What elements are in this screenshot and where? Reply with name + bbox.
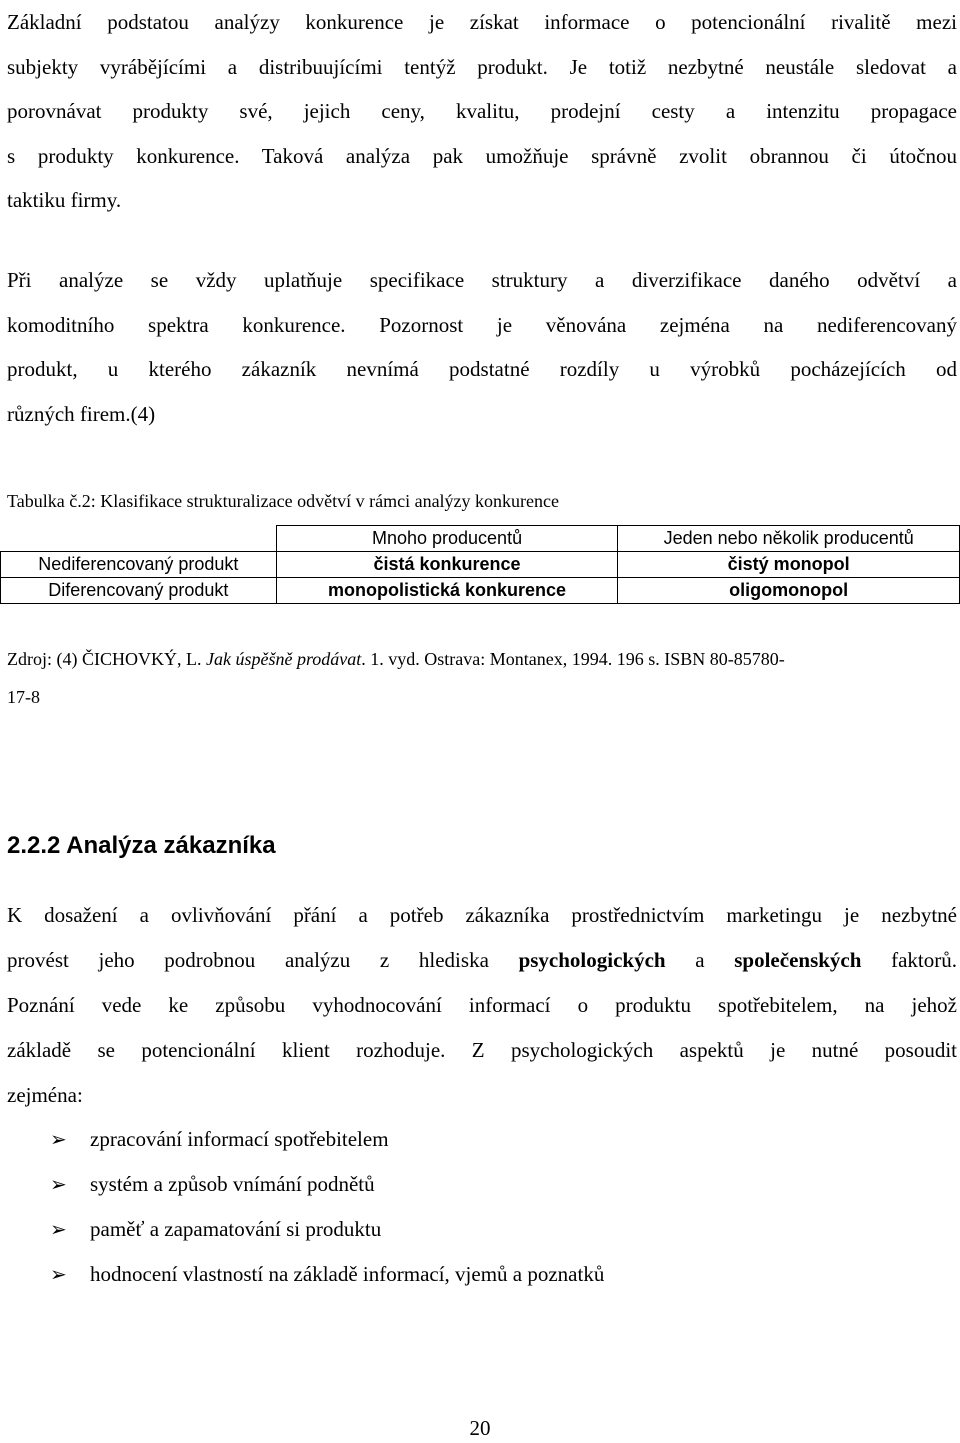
table-header-row <box>1 526 960 552</box>
source-line2: 17-8 <box>7 687 40 707</box>
source-prefix: Zdroj: (4) ČICHOVKÝ, L. <box>7 649 206 669</box>
table-cell: monopolistická konkurence <box>276 578 618 604</box>
table-header-cell: Jeden nebo několik producentů <box>618 526 960 552</box>
source-suffix: . 1. vyd. Ostrava: Montanex, 1994. 196 s. ISBN 80-85780- <box>361 649 785 669</box>
classification-table <box>0 525 960 604</box>
text-line: taktiku firmy. <box>7 188 122 212</box>
text-line: zejména: <box>7 1083 83 1107</box>
list-item-text: hodnocení vlastností na základě informací, vjemů a poznatků <box>90 1262 605 1286</box>
list-item-text: zpracování informací spotřebitelem <box>90 1127 389 1151</box>
paragraph-specification <box>7 258 957 436</box>
table-cell: čistá konkurence <box>276 552 618 578</box>
list-item <box>50 1252 604 1297</box>
table-source <box>7 640 957 716</box>
table-corner-cell <box>1 526 277 552</box>
text-segment: faktorů. <box>861 948 957 972</box>
table-row <box>1 552 960 578</box>
text-line: s produkty konkurence. Taková analýza pak umožňuje správně zvolit obrannou či útočnou <box>7 143 957 168</box>
text-segment: a <box>665 948 735 972</box>
list-item <box>50 1117 604 1162</box>
text-line: komoditního spektra konkurence. Pozornost je věnována zejména na nediferencovaný <box>7 312 957 337</box>
text-line: základě se potencionální klient rozhoduje. Z psychologických aspektů je nutné posoudit <box>7 1038 957 1062</box>
text-segment: provést jeho podrobnou analýzu z hlediska <box>7 948 519 972</box>
table-row-label: Nediferencovaný produkt <box>1 552 277 578</box>
table-cell: oligomonopol <box>618 578 960 604</box>
table-header-cell: Mnoho producentů <box>276 526 618 552</box>
text-line: různých firem.(4) <box>7 401 156 426</box>
text-line: porovnávat produkty své, jejich ceny, kvalitu, prodejní cesty a intenzitu propagace <box>7 99 957 123</box>
paragraph-customer-analysis <box>7 893 957 1118</box>
text-line: K dosažení a ovlivňování přání a potřeb zákazníka prostřednictvím marketingu je nezbytné <box>7 903 957 927</box>
text-line: Základní podstatou analýzy konkurence je získat informace o potencionální rivalitě mezi <box>7 10 957 34</box>
list-item <box>50 1162 604 1207</box>
bullet-list <box>50 1117 604 1297</box>
right-arrowhead-icon: ➢ <box>50 1127 67 1151</box>
table-row <box>1 578 960 604</box>
text-line: produkt, u kterého zákazník nevnímá podstatné rozdíly u výrobků pocházejících od <box>7 357 957 381</box>
list-item-text: paměť a zapamatování si produktu <box>90 1217 382 1241</box>
bold-term-psychological: psychologických <box>518 948 666 972</box>
list-item <box>50 1207 604 1252</box>
table-caption: Tabulka č.2: Klasifikace strukturalizace odvětví v rámci analýzy konkurence <box>7 491 560 511</box>
list-item-text: systém a způsob vnímání podnětů <box>90 1172 375 1196</box>
text-line <box>7 938 957 983</box>
section-heading: 2.2.2 Analýza zákazníka <box>7 832 276 859</box>
table-cell: čistý monopol <box>618 552 960 578</box>
table-row-label: Diferencovaný produkt <box>1 578 277 604</box>
right-arrowhead-icon: ➢ <box>50 1172 67 1196</box>
right-arrowhead-icon: ➢ <box>50 1217 67 1241</box>
source-title: Jak úspěšně prodávat <box>205 649 362 669</box>
right-arrowhead-icon: ➢ <box>50 1262 67 1286</box>
page-number: 20 <box>469 1416 491 1440</box>
bold-term-social: společenských <box>734 948 862 972</box>
text-line: Při analýze se vždy uplatňuje specifikace struktury a diverzifikace daného odvětví a <box>7 268 957 292</box>
paragraph-competition-analysis <box>7 0 957 223</box>
text-line: Poznání vede ke způsobu vyhodnocování informací o produktu spotřebitelem, na jehož <box>7 993 957 1017</box>
text-line: subjekty vyrábějícími a distribuujícími tentýž produkt. Je totiž nezbytné neustále sledovat a <box>7 54 957 79</box>
